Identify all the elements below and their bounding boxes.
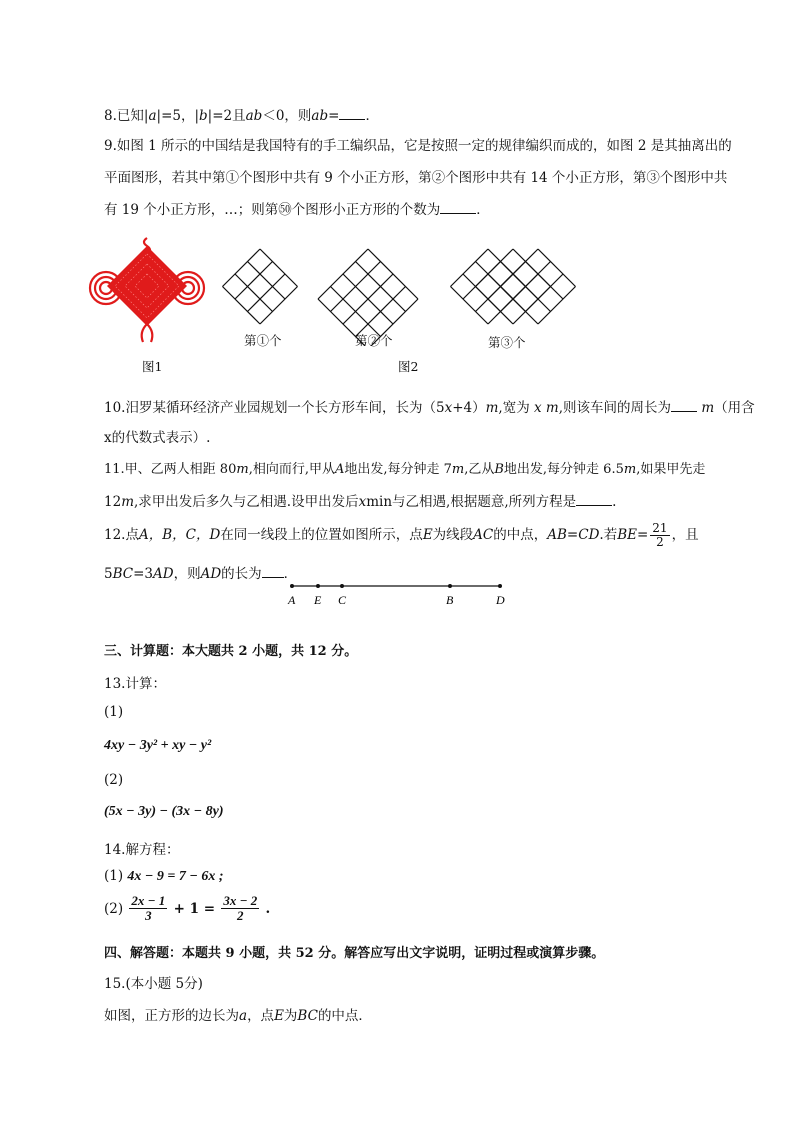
fraction-2: $\frac{3x - 2}{2}$ <box>223 893 258 924</box>
section-3-heading: 三、计算题：本大题共 2 小题，共 12 分。 <box>104 644 358 659</box>
question-9-line-1: 9.如图 1 所示的中国结是我国特有的手工编织品，它是按照一定的规律编织而成的，如图 2 是其抽离出的 <box>104 138 732 154</box>
question-10-line-2: x的代数式表示）. <box>104 430 211 446</box>
question-13-title: 13.计算： <box>104 676 166 692</box>
question-12-line-1: 12.点A，B，C，D在同一线段上的位置如图所示，点E为线段AC的中点，AB=CD.若BE= $\frac{21}{2}$ ，且 <box>104 521 699 550</box>
section-4-heading: 四、解答题：本题共 9 小题，共 52 分。解答应写出文字说明，证明过程或演算步骤。 <box>104 946 605 961</box>
question-14-part-1: (1) 4x − 9 = 7 − 6x ; <box>104 868 224 884</box>
question-8: 8.已知|a|=5，|b|=2且ab＜0，则ab= ． <box>104 108 379 124</box>
question-15-title: 15.(本小题 5分) <box>104 976 203 992</box>
figure-2-caption: 第②个 <box>355 333 393 348</box>
figure-1-caption: 第①个 <box>244 333 282 348</box>
point-b <box>448 584 452 588</box>
figure-3-caption: 第③个 <box>488 335 526 350</box>
figure-3-grid <box>451 249 576 324</box>
question-13-expression-1: 4xy − 3y² + xy − y² <box>104 738 212 753</box>
question-13-part-2-label: (2) <box>104 772 124 788</box>
question-11-line-1: 11.甲、乙两人相距 80m,相向而行,甲从A地出发,每分钟走 7m,乙从B地出发,每分钟走 6.5m,如果甲先走 <box>104 462 706 477</box>
answer-blank <box>576 505 612 506</box>
answer-blank <box>671 411 697 412</box>
question-13-part-1-label: (1) <box>104 704 124 720</box>
chinese-knot-body <box>107 246 187 326</box>
question-9-line-2: 平面图形，若其中第①个图形中共有 9 个小正方形，第②个图形中共有 14 个小正方形，第③个图形中共 <box>104 170 728 186</box>
question-15-text: 如图，正方形的边长为a，点E为BC的中点． <box>104 1008 372 1024</box>
figure-1-grid <box>223 249 298 324</box>
point-label-e: E <box>314 593 322 607</box>
answer-blank <box>440 213 476 214</box>
chinese-knot-figures <box>88 236 578 346</box>
question-12-line-2: 5BC=3AD，则AD的长为 ． <box>104 566 298 582</box>
question-14-part-2: (2) $\frac{2x - 1}{3}$ + 1 = $\frac{3x - 2}{2}$ . <box>104 893 271 924</box>
fraction-1: $\frac{2x - 1}{3}$ <box>131 893 166 924</box>
question-9-line-3: 有 19 个小正方形，…；则第㊿个图形小正方形的个数为 ． <box>104 202 490 218</box>
question-14-title: 14.解方程： <box>104 842 180 858</box>
point-c <box>340 584 344 588</box>
question-13-expression-2: (5x − 3y) − (3x − 8y) <box>104 804 224 819</box>
point-d <box>498 584 502 588</box>
answer-blank <box>339 119 365 120</box>
point-label-a: A <box>288 593 296 607</box>
fig2-label: 图2 <box>398 359 419 374</box>
point-label-b: B <box>446 593 454 607</box>
point-e <box>316 584 320 588</box>
point-a <box>290 584 294 588</box>
fraction-21-over-2: $\frac{21}{2}$ <box>652 521 668 550</box>
question-11-line-2: 12m,求甲出发后多久与乙相遇.设甲出发后xmin与乙相遇,根据题意,所列方程是 . <box>104 494 617 510</box>
segment-figure <box>280 578 520 608</box>
point-label-c: C <box>338 593 347 607</box>
fig1-label: 图1 <box>142 359 163 374</box>
question-10-line-1: 10.汨罗某循环经济产业园规划一个长方形车间，长为（5x+4）m,宽为 x m,则该车间的周长为 m（用含 <box>104 400 755 416</box>
point-label-d: D <box>496 593 505 607</box>
